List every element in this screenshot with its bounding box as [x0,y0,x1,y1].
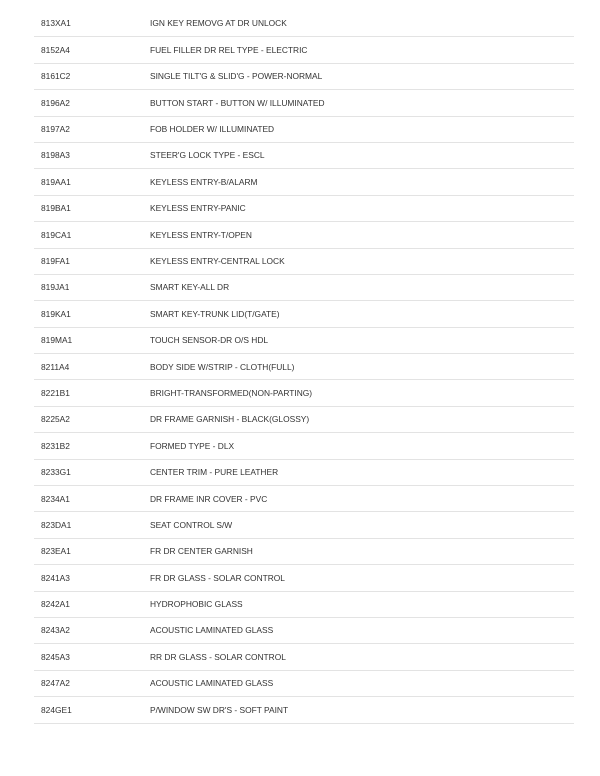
table-row [34,617,574,643]
option-code: 8211A4 [34,354,150,380]
table-row [34,538,574,564]
table-row [34,274,574,300]
option-description: FOB HOLDER W/ ILLUMINATED [150,116,574,142]
table-row [34,644,574,670]
table-row [34,354,574,380]
option-description: KEYLESS ENTRY-CENTRAL LOCK [150,248,574,274]
option-code: 819BA1 [34,195,150,221]
option-code: 8196A2 [34,90,150,116]
table-row [34,11,574,37]
option-code: 813XA1 [34,11,150,37]
option-code: 8231B2 [34,433,150,459]
option-description: DR FRAME GARNISH - BLACK(GLOSSY) [150,406,574,432]
option-code: 819MA1 [34,327,150,353]
option-code: 8243A2 [34,617,150,643]
option-code: 819FA1 [34,248,150,274]
option-code: 8245A3 [34,644,150,670]
option-description: KEYLESS ENTRY-B/ALARM [150,169,574,195]
option-code-rows [34,11,574,723]
table-row [34,433,574,459]
table-row [34,670,574,696]
option-description: KEYLESS ENTRY-T/OPEN [150,222,574,248]
table-row [34,486,574,512]
option-code: 8233G1 [34,459,150,485]
table-row [34,222,574,248]
option-description: BRIGHT-TRANSFORMED(NON-PARTING) [150,380,574,406]
table-row [34,37,574,63]
option-code: 819AA1 [34,169,150,195]
option-description: SINGLE TILT'G & SLID'G - POWER-NORMAL [150,63,574,89]
option-code: 8247A2 [34,670,150,696]
table-row [34,406,574,432]
table-row [34,63,574,89]
option-code: 824GE1 [34,697,150,723]
option-description: FR DR CENTER GARNISH [150,538,574,564]
table-row [34,169,574,195]
option-code: 8241A3 [34,565,150,591]
option-code: 8221B1 [34,380,150,406]
option-description: FR DR GLASS - SOLAR CONTROL [150,565,574,591]
option-code: 823EA1 [34,538,150,564]
table-row [34,248,574,274]
table-row [34,90,574,116]
option-code: 819CA1 [34,222,150,248]
option-description: SMART KEY-ALL DR [150,274,574,300]
table-row [34,512,574,538]
option-code: 8152A4 [34,37,150,63]
option-code: 823DA1 [34,512,150,538]
option-description: HYDROPHOBIC GLASS [150,591,574,617]
option-description: DR FRAME INR COVER - PVC [150,486,574,512]
option-description: FORMED TYPE - DLX [150,433,574,459]
option-code: 8161C2 [34,63,150,89]
option-description: KEYLESS ENTRY-PANIC [150,195,574,221]
table-row [34,301,574,327]
table-row [34,565,574,591]
option-description: ACOUSTIC LAMINATED GLASS [150,670,574,696]
table-row [34,195,574,221]
option-code-table [34,11,574,724]
option-description: RR DR GLASS - SOLAR CONTROL [150,644,574,670]
option-description: FUEL FILLER DR REL TYPE - ELECTRIC [150,37,574,63]
option-code: 819KA1 [34,301,150,327]
option-code: 8234A1 [34,486,150,512]
option-description: TOUCH SENSOR-DR O/S HDL [150,327,574,353]
option-code: 8198A3 [34,142,150,168]
table-row [34,327,574,353]
option-description: SMART KEY-TRUNK LID(T/GATE) [150,301,574,327]
table-row [34,459,574,485]
option-code: 8242A1 [34,591,150,617]
table-row [34,591,574,617]
option-description: IGN KEY REMOVG AT DR UNLOCK [150,11,574,37]
table-row [34,697,574,723]
table-row [34,142,574,168]
option-description: P/WINDOW SW DR'S - SOFT PAINT [150,697,574,723]
option-code: 8197A2 [34,116,150,142]
table-row [34,116,574,142]
option-description: BUTTON START - BUTTON W/ ILLUMINATED [150,90,574,116]
table-row [34,380,574,406]
option-description: STEER'G LOCK TYPE - ESCL [150,142,574,168]
option-description: ACOUSTIC LAMINATED GLASS [150,617,574,643]
option-code: 819JA1 [34,274,150,300]
option-description: SEAT CONTROL S/W [150,512,574,538]
option-description: CENTER TRIM - PURE LEATHER [150,459,574,485]
option-code: 8225A2 [34,406,150,432]
option-description: BODY SIDE W/STRIP - CLOTH(FULL) [150,354,574,380]
